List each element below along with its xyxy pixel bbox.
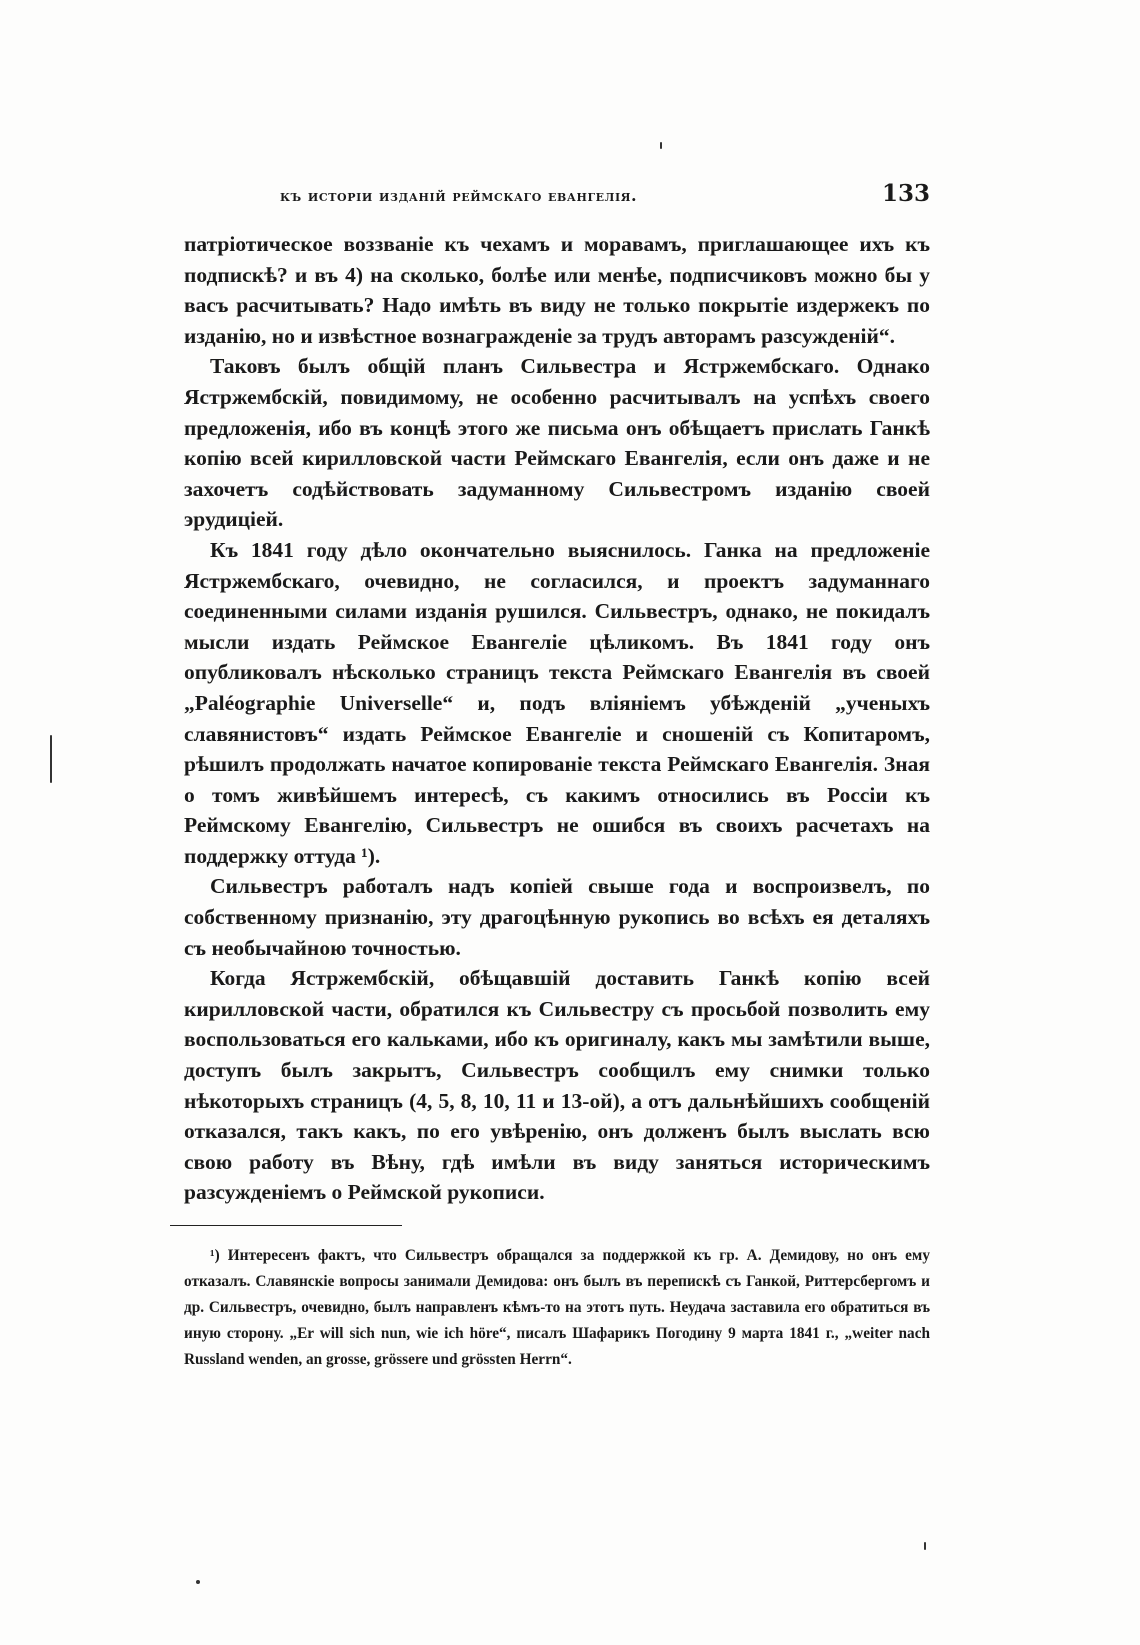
page-number: 133 <box>881 180 930 207</box>
paragraph: Таковъ былъ общій планъ Сильвестра и Ястржембскаго. Однако Ястржембскій, повидимому, не особенно расчитывалъ на успѣхъ своего предложенія, ибо въ концѣ этого же письма онъ обѣщаетъ прислать Ганкѣ копію всей кирилловской части Реймскаго Евангелія, если онъ даже и не захочетъ содѣйствовать задуманному Сильвестромъ изданію своей эрудиціей. <box>184 354 930 532</box>
footnote <box>184 1243 930 1373</box>
paragraph: Сильвестръ работалъ надъ копіей свыше года и воспроизвелъ, по собственному признанію, эту драгоцѣнную рукопись во всѣхъ ея деталяхъ съ необычайною точностью. <box>184 874 930 960</box>
page-header <box>280 180 930 207</box>
scan-speck <box>196 1580 200 1584</box>
footnote-text: ¹) Интересенъ фактъ, что Сильвестръ обращался за поддержкой къ гр. А. Демидову, но онъ ему отказалъ. Славянскіе вопросы занимали Демидова: онъ былъ въ перепискѣ съ Ганкой, Риттерсбергомъ и др. Сильвестръ, очевидно, былъ направленъ кѣмъ-то на этотъ путь. Неудача заставила его обратиться въ иную сторону. „Er will sich nun, wie ich höre“, писалъ Шафарикъ Погодину 9 марта 1841 г., „weiter nach Russland wenden, an grosse, grössere und grössten Herrn“. <box>184 1247 930 1368</box>
paragraph: Когда Ястржембскій, обѣщавшій доставить Ганкѣ копію всей кирилловской части, обратился къ Сильвестру съ просьбой позволить ему воспользоваться его кальками, ибо къ оригиналу, какъ мы замѣтили выше, доступъ былъ закрытъ, Сильвестръ сообщилъ ему снимки только нѣкоторыхъ страницъ (4, 5, 8, 10, 11 и 13-ой), а отъ дальнѣйшихъ сообщеній отказался, такъ какъ, по его увѣренію, онъ долженъ былъ выслать всю свою работу въ Вѣну, гдѣ имѣли въ виду заняться историческимъ разсужденіемъ о Реймской рукописи. <box>184 966 930 1205</box>
body-text <box>184 229 930 1208</box>
paragraph: Къ 1841 году дѣло окончательно выяснилось. Ганка на предложеніе Ястржембскаго, очевидно, не согласился, и проектъ задуманнаго соединенными силами изданія рушился. Сильвестръ, однако, не покидалъ мысли издать Реймское Евангеліе цѣликомъ. Въ 1841 году онъ опубликовалъ нѣсколько страницъ текста Реймскаго Евангелія въ своей „Paléographie Universelle“ и, подъ вліяніемъ убѣжденій „ученыхъ славянистовъ“ издать Реймское Евангеліе и сношеній съ Копитаромъ, рѣшилъ продолжать начатое копированіе текста Реймскаго Евангелія. Зная о томъ живѣйшемъ интересѣ, съ какимъ относились въ Россіи къ Реймскому Евангелію, Сильвестръ не ошибся въ своихъ расчетахъ на поддержку оттуда ¹). <box>184 537 930 868</box>
scan-speck <box>924 1542 926 1550</box>
scan-speck <box>660 142 662 149</box>
margin-mark <box>50 735 52 783</box>
running-title: къ исторіи изданій реймскаго евангелія. <box>280 186 638 205</box>
footnote-divider <box>170 1225 402 1226</box>
paragraph-continuation: патріотическое воззваніе къ чехамъ и моравамъ, приглашающее ихъ къ подпискѣ? и въ 4) на сколько, болѣе или менѣе, подписчиковъ можно бы у васъ расчитывать? Надо имѣть въ виду не только покрытіе издержекъ по изданію, но и извѣстное вознагражденіе за трудъ авторамъ разсужденій“. <box>184 232 930 348</box>
